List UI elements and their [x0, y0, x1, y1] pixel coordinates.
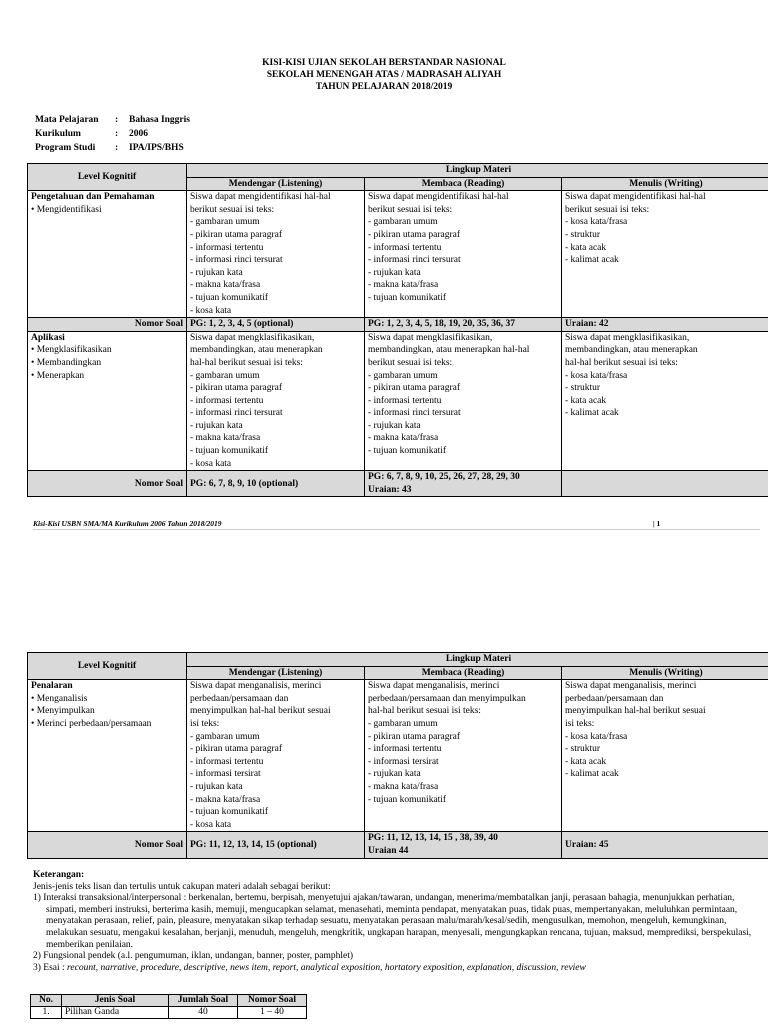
- notes-item: [33, 963, 753, 975]
- cell-line: - kosa kata/frasa: [565, 731, 628, 742]
- cell-line: - rujukan kata: [368, 769, 421, 780]
- cell-line: hal-hal berikut sesuai isi teks:: [190, 357, 303, 368]
- cell-line: - pikiran utama paragraf: [368, 383, 461, 394]
- cell-line: Siswa dapat mengidentifikasi hal-hal: [368, 192, 509, 203]
- cell-line: membandingkan, atau menerapkan: [190, 345, 323, 356]
- cell-line: - gambaran umum: [368, 718, 438, 729]
- cell-line: - pikiran utama paragraf: [368, 731, 461, 742]
- cell-line: Siswa dapat mengidentifikasi hal-hal: [190, 192, 331, 203]
- cell-line: - kata acak: [565, 242, 607, 253]
- writing-cell: [562, 331, 768, 471]
- kisi-table-page1: [27, 163, 768, 497]
- cell-line: berikut sesuai isi teks:: [368, 204, 453, 215]
- cell-line: - kalimat acak: [565, 408, 619, 419]
- meta-sep: :: [115, 143, 119, 153]
- header-level-kognitif: Level Kognitif: [28, 653, 187, 680]
- cell-line: - makna kata/frasa: [368, 433, 439, 444]
- cell-line: Siswa dapat mengklasifikasikan,: [565, 332, 690, 343]
- cell-no: 1.: [31, 1007, 62, 1019]
- cell-line: hal-hal berikut sesuai isi teks:: [565, 357, 678, 368]
- cell-line: - informasi rinci tersurat: [368, 408, 461, 419]
- nomor-soal-listening: PG: 6, 7, 8, 9, 10 (optional): [187, 471, 365, 497]
- nomor-soal-reading: PG: 1, 2, 3, 4, 5, 18, 19, 20, 35, 36, 37: [365, 318, 562, 332]
- nomor-soal-writing: Uraian: 42: [562, 318, 768, 332]
- cell-line: - gambaran umum: [190, 731, 260, 742]
- cell-line: - makna kata/frasa: [368, 280, 439, 291]
- cell-line: - rujukan kata: [190, 781, 243, 792]
- writing-cell: [562, 191, 768, 318]
- cell-line: - kosa kata: [190, 458, 232, 469]
- page-footer-text: Kisi-Kisi USBN SMA/MA Kurikulum 2006 Tahun 2018/2019: [33, 519, 222, 528]
- cell-line: isi teks:: [190, 718, 220, 729]
- notes-item: 1) Interaksi transaksional/interpersonal : berkenalan, bertemu, berpisah, menyetujui ajakan/tawaran, undangan, menerima/membatalkan janji, perasaan bahagia, menunjukkan perhatian, simpati, memberi instruksi, berterima kasih, memuji, mengucapkan selamat, menasehati, meminta pendapat, menyatakan puas, tidak puas, mempertanyakan, meluluhkan permintaan, menyatakan perasaan, relief, pain, pleasure, menyatakan sikap terhadap sesuatu, menyatakan perasaan malu/marah/kesal/sedih, mengusulkan, memohon, mengeluh, kemungkinan, melakukan sesuatu, mengakui kesalahan, berjanji, menuduh, mengeluh, mengkritik, ungkapan harapan, menyesali, mengungkapkan rencana, tujuan, maksud, memprediksi, berspekulasi, memberikan penilaian.: [33, 893, 752, 950]
- nomor-soal-reading: [365, 471, 562, 497]
- cell-line: - informasi rinci tersurat: [368, 255, 461, 266]
- cell-line: - gambaran umum: [368, 370, 438, 381]
- cell-line: - informasi tertentu: [190, 395, 264, 406]
- cell-jenis: Pilihan Ganda: [62, 1007, 169, 1019]
- col-header-jenis: Jenis Soal: [62, 995, 169, 1007]
- cell-line: berikut sesuai isi teks:: [565, 204, 650, 215]
- nomor-soal-writing: Uraian: 45: [562, 832, 768, 858]
- cell-line: - struktur: [565, 229, 601, 240]
- level-item: • Menerapkan: [31, 370, 85, 381]
- header-level-kognitif: Level Kognitif: [28, 164, 187, 191]
- notes-item-genres: recount, narrative, procedure, descriptive, news item, report, analytical exposition, hortatory exposition, explanation, discussion, review: [67, 962, 586, 973]
- col-header-no: No.: [31, 995, 62, 1007]
- nomor-soal-reading-uraian: Uraian 44: [368, 845, 409, 856]
- level-item: • Membandingkan: [31, 357, 102, 368]
- cell-line: - makna kata/frasa: [190, 794, 261, 805]
- cell-line: menyimpulkan hal-hal berikut sesuai: [565, 706, 706, 717]
- doc-title-line1: KISI-KISI UJIAN SEKOLAH BERSTANDAR NASIONAL: [262, 58, 506, 68]
- nomor-soal-writing: [562, 471, 768, 497]
- cell-line: Siswa dapat mengklasifikasikan,: [368, 332, 493, 343]
- cell-line: Siswa dapat menganalisis, merinci: [368, 681, 500, 692]
- reading-cell: [365, 191, 562, 318]
- nomor-soal-reading-pg: PG: 6, 7, 8, 9, 10, 25, 26, 27, 28, 29, 30: [368, 472, 520, 483]
- header-listening: Mendengar (Listening): [187, 177, 365, 191]
- cell-line: - rujukan kata: [190, 420, 243, 431]
- kisi-table-page2: [27, 652, 768, 859]
- cell-line: - tujuan komunikatif: [368, 446, 447, 457]
- cell-nomor: 1 – 40: [238, 1007, 307, 1019]
- meta-label: Kurikulum: [35, 129, 81, 139]
- cell-line: - pikiran utama paragraf: [190, 744, 283, 755]
- table-row: [31, 1007, 307, 1019]
- cell-line: - tujuan komunikatif: [368, 292, 447, 303]
- doc-title-line2: SEKOLAH MENENGAH ATAS / MADRASAH ALIYAH: [266, 70, 502, 80]
- cell-line: - struktur: [565, 744, 601, 755]
- cell-line: - rujukan kata: [368, 420, 421, 431]
- cell-line: isi teks:: [565, 718, 595, 729]
- header-listening: Mendengar (Listening): [187, 666, 365, 680]
- header-writing: Menulis (Writing): [562, 177, 768, 191]
- cell-line: - informasi tertentu: [368, 744, 442, 755]
- meta-label: Program Studi: [35, 143, 96, 153]
- col-header-nomor: Nomor Soal: [238, 995, 307, 1007]
- cell-line: - tujuan komunikatif: [368, 794, 447, 805]
- level-item: • Menganalisis: [31, 693, 88, 704]
- cell-line: - informasi rinci tersurat: [190, 408, 283, 419]
- level-title: Pengetahuan dan Pemahaman: [31, 192, 155, 203]
- notes-item-prefix: 3) Esai :: [33, 962, 68, 973]
- cell-line: - kosa kata/frasa: [565, 370, 628, 381]
- nomor-soal-reading-pg: PG: 11, 12, 13, 14, 15 , 38, 39, 40: [368, 833, 498, 844]
- doc-title-line3: TAHUN PELAJARAN 2018/2019: [315, 82, 453, 92]
- level-item: • Mengidentifikasi: [31, 204, 102, 215]
- level-cell: [28, 680, 187, 832]
- header-lingkup-materi: Lingkup Materi: [187, 164, 768, 178]
- listening-cell: [187, 191, 365, 318]
- cell-line: - struktur: [565, 383, 601, 394]
- listening-cell: [187, 331, 365, 471]
- cell-line: perbedaan/persamaan dan: [565, 693, 664, 704]
- cell-line: - kata acak: [565, 395, 607, 406]
- meta-sep: :: [115, 129, 119, 139]
- level-item: • Mengklasifikasikan: [31, 345, 112, 356]
- meta-block: [33, 112, 192, 156]
- footer-divider: [33, 529, 760, 530]
- page-number: | 1: [653, 519, 661, 528]
- cell-line: - informasi tersirat: [190, 769, 261, 780]
- header-reading: Membaca (Reading): [365, 177, 562, 191]
- cell-line: - makna kata/frasa: [368, 781, 439, 792]
- cell-line: - tujuan komunikatif: [190, 292, 269, 303]
- nomor-soal-listening: PG: 11, 12, 13, 14, 15 (optional): [187, 832, 365, 858]
- cell-line: menyimpulkan hal-hal berikut sesuai: [190, 706, 331, 717]
- notes-section: [33, 870, 753, 974]
- cell-line: - informasi tersirat: [368, 756, 439, 767]
- cell-line: - informasi rinci tersurat: [190, 255, 283, 266]
- cell-line: - makna kata/frasa: [190, 280, 261, 291]
- cell-line: - informasi tertentu: [190, 242, 264, 253]
- meta-value: IPA/IPS/BHS: [129, 143, 184, 153]
- cell-line: - kosa kata: [190, 305, 232, 316]
- cell-line: - pikiran utama paragraf: [368, 229, 461, 240]
- cell-line: - pikiran utama paragraf: [190, 229, 283, 240]
- cell-line: - informasi tertentu: [190, 756, 264, 767]
- cell-line: - kalimat acak: [565, 769, 619, 780]
- cell-line: - gambaran umum: [368, 217, 438, 228]
- meta-sep: :: [115, 115, 119, 125]
- level-title: Aplikasi: [31, 332, 65, 343]
- jenis-soal-table: [30, 994, 307, 1019]
- reading-cell: [365, 680, 562, 832]
- cell-line: - kosa kata: [190, 819, 232, 830]
- cell-line: - pikiran utama paragraf: [190, 383, 283, 394]
- cell-line: - tujuan komunikatif: [190, 446, 269, 457]
- cell-line: hal-hal berikut sesuai isi teks:: [368, 706, 481, 717]
- nomor-soal-reading-uraian: Uraian: 43: [368, 484, 412, 495]
- notes-title: Keterangan:: [33, 870, 85, 880]
- cell-line: - rujukan kata: [368, 267, 421, 278]
- header-reading: Membaca (Reading): [365, 666, 562, 680]
- writing-cell: [562, 680, 768, 832]
- cell-line: - rujukan kata: [190, 267, 243, 278]
- nomor-soal-label: Nomor Soal: [28, 471, 187, 497]
- cell-jumlah: 40: [169, 1007, 238, 1019]
- cell-line: Siswa dapat menganalisis, merinci: [565, 681, 697, 692]
- cell-line: - gambaran umum: [190, 217, 260, 228]
- cell-line: - kosa kata/frasa: [565, 217, 628, 228]
- cell-line: - kalimat acak: [565, 255, 619, 266]
- reading-cell: [365, 331, 562, 471]
- nomor-soal-listening: PG: 1, 2, 3, 4, 5 (optional): [187, 318, 365, 332]
- cell-line: - informasi tertentu: [368, 242, 442, 253]
- level-item: • Menyimpulkan: [31, 706, 95, 717]
- cell-line: Siswa dapat mengidentifikasi hal-hal: [565, 192, 706, 203]
- level-title: Penalaran: [31, 681, 73, 692]
- cell-line: berikut sesuai isi teks:: [368, 357, 453, 368]
- cell-line: berikut sesuai isi teks:: [190, 204, 275, 215]
- meta-label: Mata Pelajaran: [35, 115, 99, 125]
- cell-line: membandingkan, atau menerapkan: [565, 345, 698, 356]
- nomor-soal-label: Nomor Soal: [28, 318, 187, 332]
- cell-line: - tujuan komunikatif: [190, 807, 269, 818]
- nomor-soal-label: Nomor Soal: [28, 832, 187, 858]
- header-writing: Menulis (Writing): [562, 666, 768, 680]
- cell-line: - informasi tertentu: [368, 395, 442, 406]
- notes-intro: Jenis-jenis teks lisan dan tertulis untuk cakupan materi adalah sebagai berikut:: [33, 881, 331, 892]
- cell-line: membandingkan, atau menerapkan hal-hal: [368, 345, 530, 356]
- nomor-soal-reading: [365, 832, 562, 858]
- notes-item: 2) Fungsional pendek (a.l. pengumuman, iklan, undangan, banner, poster, pamphlet): [33, 951, 354, 962]
- cell-line: Siswa dapat menganalisis, merinci: [190, 681, 322, 692]
- header-lingkup-materi: Lingkup Materi: [187, 653, 768, 667]
- cell-line: perbedaan/persamaan dan: [190, 693, 289, 704]
- level-cell: [28, 191, 187, 318]
- col-header-jumlah: Jumlah Soal: [169, 995, 238, 1007]
- meta-value: 2006: [129, 129, 148, 139]
- meta-value: Bahasa Inggris: [129, 115, 190, 125]
- listening-cell: [187, 680, 365, 832]
- cell-line: - makna kata/frasa: [190, 433, 261, 444]
- level-item: • Merinci perbedaan/persamaan: [31, 718, 152, 729]
- cell-line: - gambaran umum: [190, 370, 260, 381]
- cell-line: Siswa dapat mengklasifikasikan,: [190, 332, 315, 343]
- cell-line: - kata acak: [565, 756, 607, 767]
- level-cell: [28, 331, 187, 471]
- cell-line: perbedaan/persamaan dan menyimpulkan: [368, 693, 526, 704]
